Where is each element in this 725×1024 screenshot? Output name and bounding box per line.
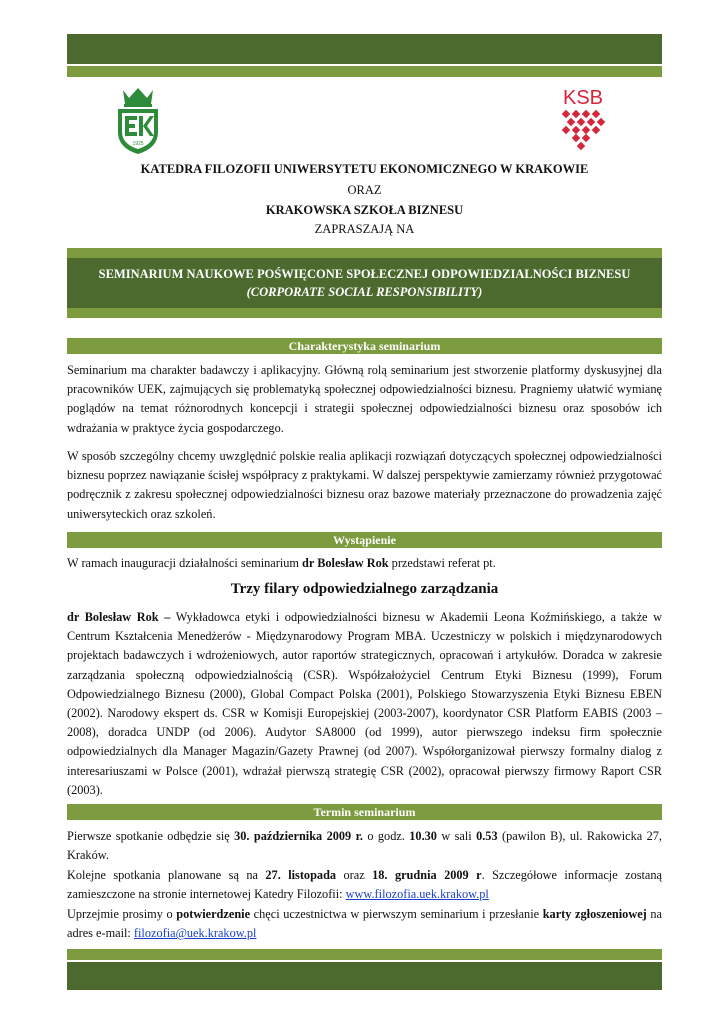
email-link[interactable]: filozofia@uek.krakow.pl xyxy=(133,926,257,941)
uek-logo xyxy=(113,84,163,156)
bottom-light-band xyxy=(67,949,662,960)
schedule-next-meetings xyxy=(67,866,662,904)
schedule-confirmation xyxy=(67,905,662,943)
talk-intro-pre: W ramach inauguracji działalności seminarium xyxy=(67,556,303,570)
schedule-text: Uprzejmie prosimy o xyxy=(67,907,177,921)
banner-top-stripe xyxy=(67,248,662,258)
speaker-name: dr Bolesław Rok xyxy=(302,556,389,570)
section-title-talk: Wystąpienie xyxy=(67,532,662,548)
section-title-characteristics: Charakterystyka seminarium xyxy=(67,338,662,354)
schedule-text: (pawilon B), ul. Rakowicka 27, Kraków. xyxy=(67,829,662,863)
speaker-bio xyxy=(67,608,662,800)
characteristics-paragraph-1: Seminarium ma charakter badawczy i aplikacyjny. Główną rolą seminarium jest stworzenie platformy dyskusyjnej dla pracowników UEK, zajmujących się problematyką społecznej odpowiedzialności biznesu. Pragniemy ułatwić wymianę poglądów na temat różnorodnych koncepcji i strategii społecznej odpowiedzialności biznesu oraz sposobów ich wdrażania w praktyce życia gospodarczego. xyxy=(67,363,662,435)
first-meeting-time: 10.30 xyxy=(409,829,437,843)
top-dark-band xyxy=(67,34,662,64)
confirmation-bold: potwierdzenie xyxy=(176,907,251,921)
speaker-bio-name: dr Bolesław Rok – xyxy=(67,610,171,624)
first-meeting-date: 30. października 2009 r. xyxy=(234,829,363,843)
header-line2: ORAZ xyxy=(347,183,382,197)
schedule-text: na adres e-mail: xyxy=(67,907,663,941)
section-title-schedule: Termin seminarium xyxy=(67,804,662,820)
talk-intro xyxy=(67,554,662,573)
uek-logo-year: 1925 xyxy=(132,141,144,147)
schedule-text: Kolejne spotkania planowane są na xyxy=(67,868,266,882)
schedule-text: . Szczegółowe informacje zostaną zamieszczone na stronie internetowej Katedry Filozofii: xyxy=(67,868,662,902)
schedule-text: o godz. xyxy=(362,829,410,843)
schedule-text: chęci uczestnictwa w pierwszym seminarium i przesłanie xyxy=(250,907,543,921)
banner-bottom-stripe xyxy=(67,308,662,318)
ksb-logo xyxy=(558,84,608,154)
registration-card-bold: karty zgłoszeniowej xyxy=(542,907,647,921)
schedule-text: w sali xyxy=(436,829,477,843)
third-meeting-date: 18. grudnia 2009 r xyxy=(372,868,482,882)
second-meeting-date: 27. listopada xyxy=(265,868,337,882)
characteristics-paragraph-2: W sposób szczególny chcemy uwzględnić polskie realia aplikacji rozwiązań dotyczących społecznej odpowiedzialności biznesu poprzez nawiązanie ścisłej współpracy z praktykami. W dalszej perspektywie zamierzamy również przygotować podręcznik z zakresu społecznej odpowiedzialności biznesu oraz bazowe materiały przeznaczone do prowadzenia zajęć uniwersyteckich oraz szkoleń. xyxy=(67,449,662,521)
schedule-text: Pierwsze spotkanie odbędzie się xyxy=(67,829,235,843)
talk-title: Trzy filary odpowiedzialnego zarządzania xyxy=(230,581,499,597)
ksb-logo-text: KSB xyxy=(562,87,604,109)
schedule-first-meeting xyxy=(67,827,662,865)
schedule-text: oraz xyxy=(336,868,373,882)
header-line4: ZAPRASZAJĄ NA xyxy=(314,222,415,236)
banner-title: SEMINARIUM NAUKOWE POŚWIĘCONE SPOŁECZNEJ ODPOWIEDZIALNOŚCI BIZNESU xyxy=(98,267,631,281)
talk-intro-post: przedstawi referat pt. xyxy=(388,556,496,570)
website-link[interactable]: www.filozofia.uek.krakow.pl xyxy=(345,887,489,902)
top-light-band xyxy=(67,66,662,77)
banner-subtitle: (CORPORATE SOCIAL RESPONSIBILITY) xyxy=(246,285,483,299)
first-meeting-room: 0.53 xyxy=(476,829,498,843)
header-line3: KRAKOWSKA SZKOŁA BIZNESU xyxy=(265,203,464,217)
header-line1: KATEDRA FILOZOFII UNIWERSYTETU EKONOMICZNEGO W KRAKOWIE xyxy=(140,162,589,176)
speaker-bio-text: Wykładowca etyki i odpowiedzialności biznesu w Akademii Leona Koźmińskiego, a także w Centrum Kształcenia Menedżerów - Międzynarodowy Program MBA. Uczestniczy w polskich i międzynarodowych projektach badawczych i wdrożeniowych, autor raportów strategicznych, opracowań i artykułów. Doradca w zakresie zarządzania społeczną odpowiedzialnością (CSR). Współzałożyciel Centrum Etyki Biznesu (1999), Forum Odpowiedzialnego Biznesu (2000), Global Compact Polska (2001), Polskiego Stowarzyszenia Etyki Biznesu EBEN (2002). Narodowy ekspert ds. CSR w Komisji Europejskiej (2003-2007), koordynator CSR Platform EABIS (2003 – 2008), doradca UNDP (od 2006). Audytor SA8000 (od 1999), autor pierwszego indeksu firm społecznie odpowiedzialnych dla Manager Magazin/Gazety Prawnej (od 2007). Współorganizował pierwszy formalny dialog z interesariuszami w Polsce (2001), wdrażał pierwszą strategię CSR (2002), opracował pierwszy firmowy Raport CSR (2003). xyxy=(67,610,662,797)
bottom-dark-band xyxy=(67,962,662,990)
